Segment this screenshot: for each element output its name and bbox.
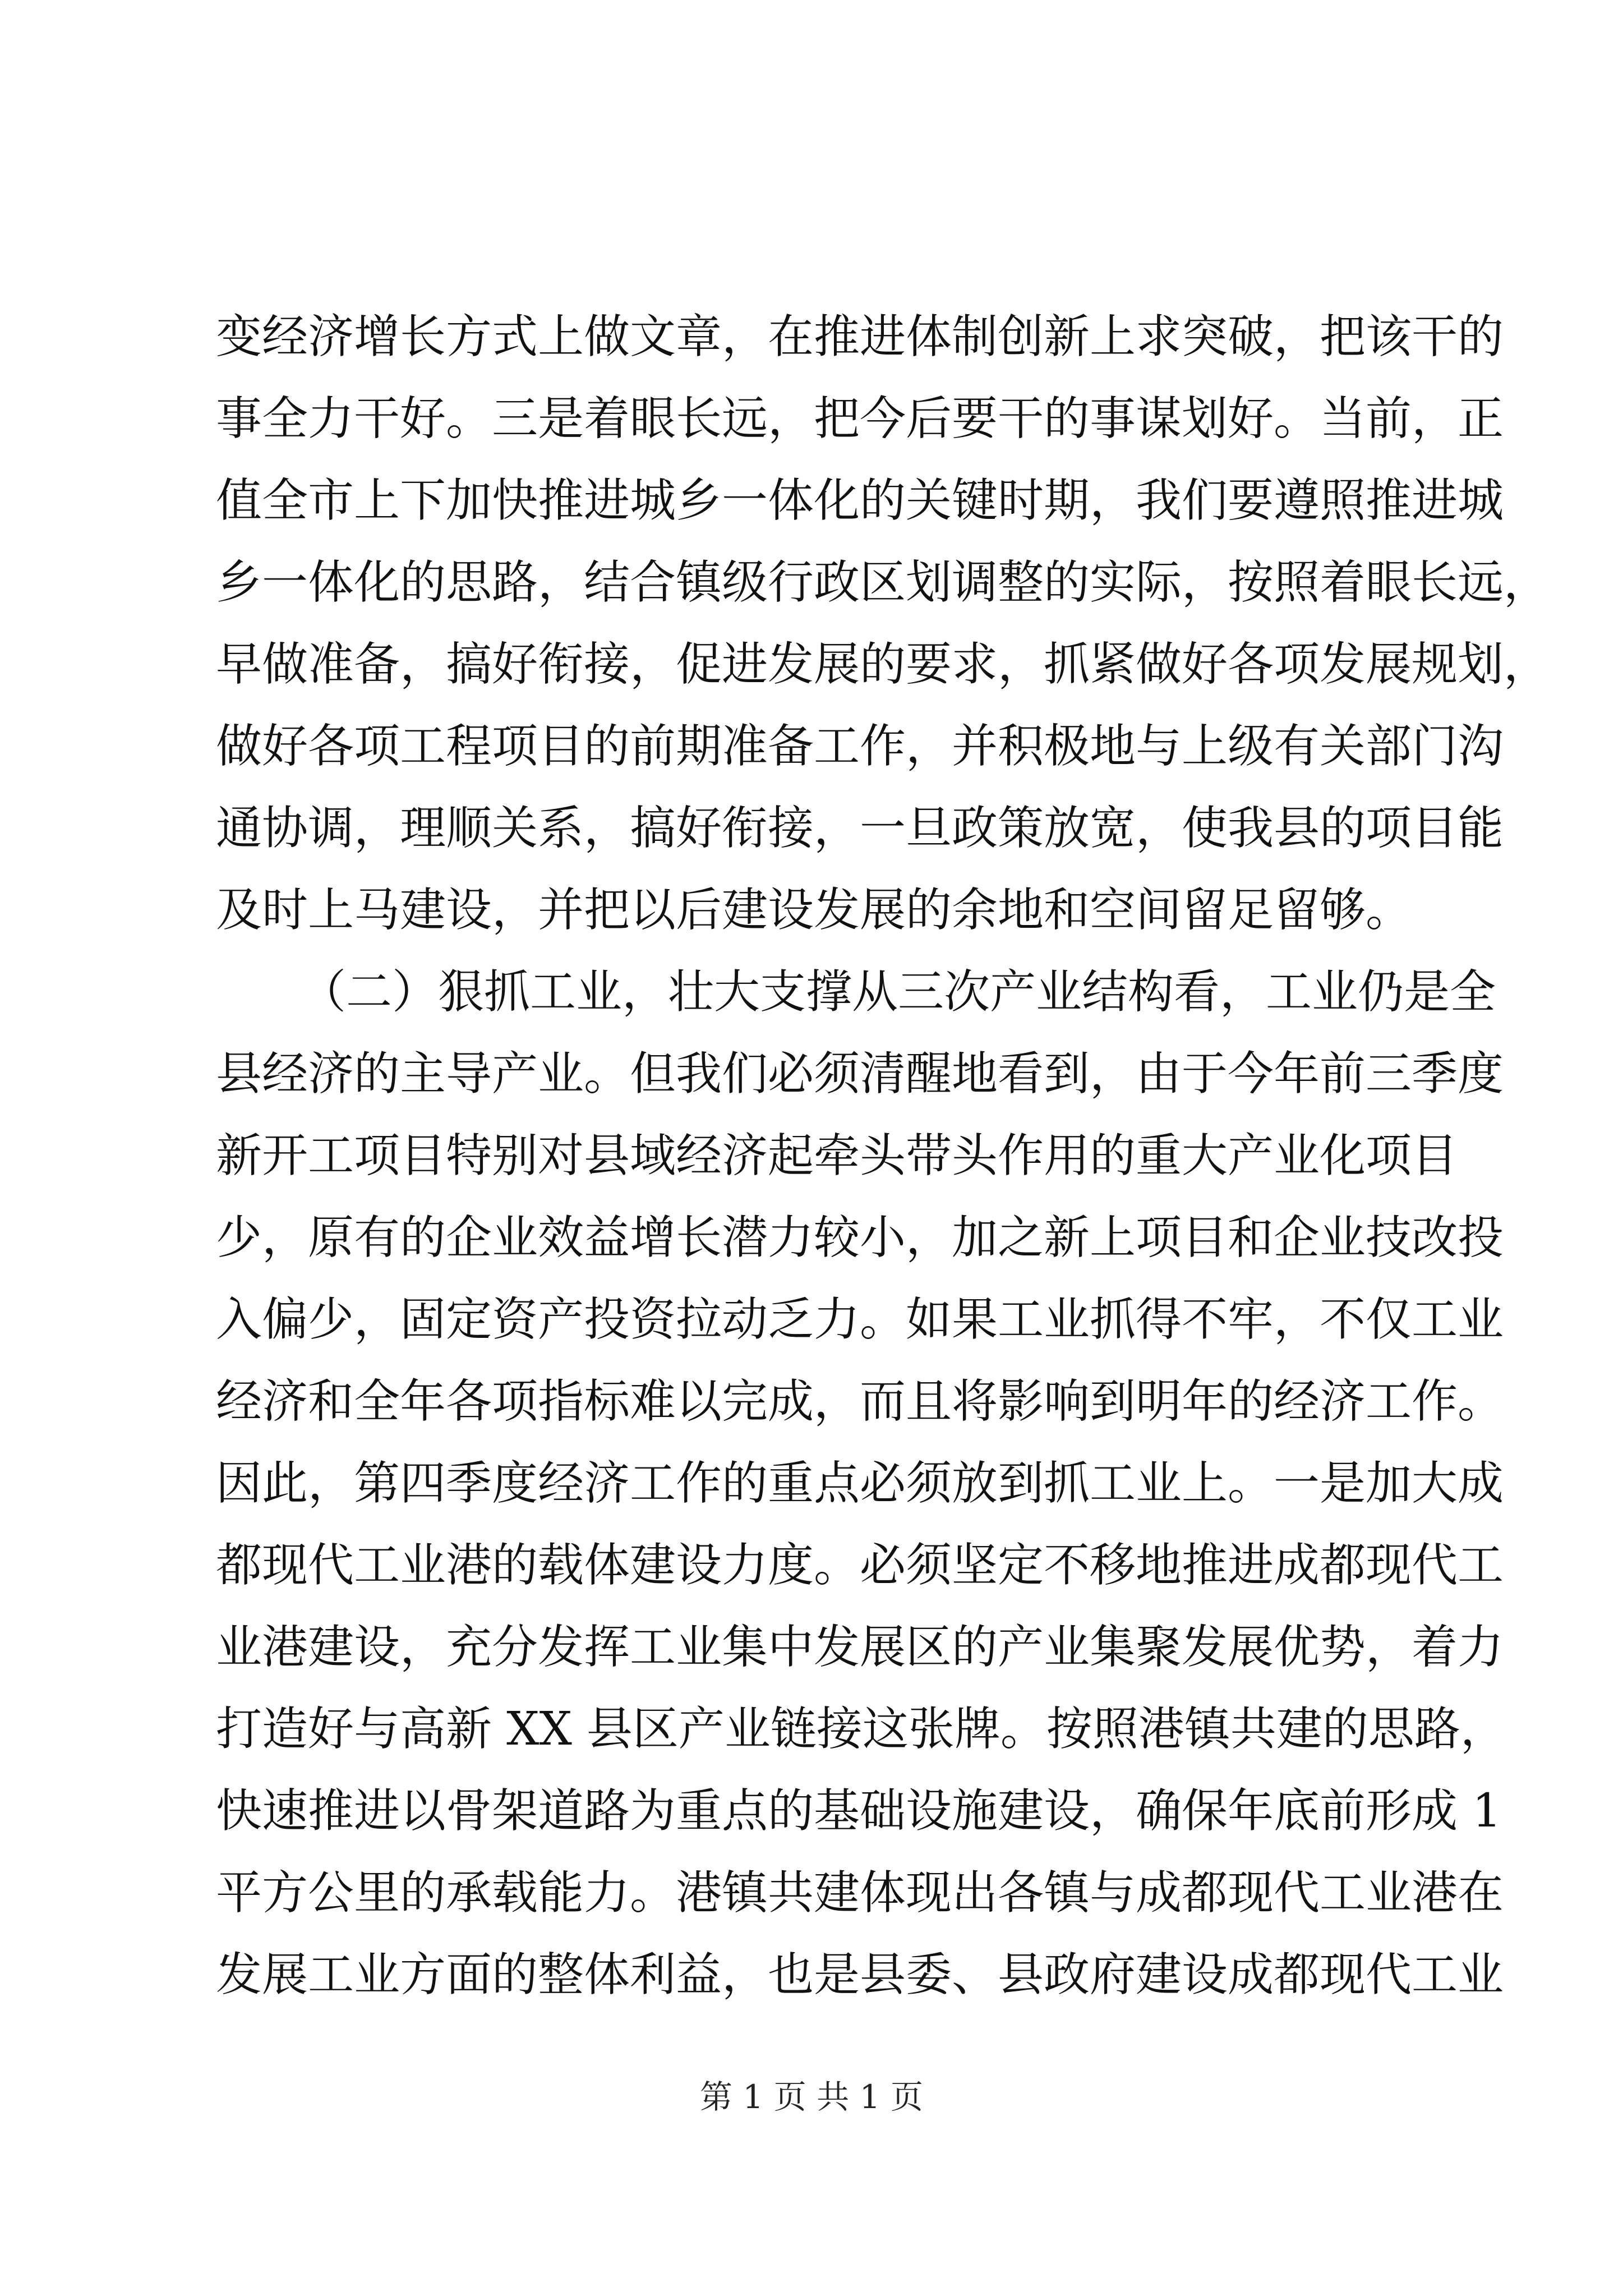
text-line: 做好各项工程项目的前期准备工作，并积极地与上级有关部门沟 bbox=[216, 720, 1504, 773]
page-number-footer: 第 1 页 共 1 页 bbox=[700, 2078, 923, 2116]
text-line: 事全力干好。三是着眼长远，把今后要干的事谋划好。当前，正 bbox=[216, 392, 1504, 445]
text-line: 都现代工业港的载体建设力度。必须坚定不移地推进成都现代工 bbox=[216, 1539, 1504, 1592]
document-body bbox=[216, 296, 1550, 2016]
text-line: 县经济的主导产业。但我们必须清醒地看到，由于今年前三季度 bbox=[216, 1047, 1504, 1101]
text-line: 新开工项目特别对县域经济起牵头带头作用的重大产业化项目 bbox=[216, 1129, 1458, 1182]
text-line: 入偏少，固定资产投资拉动乏力。如果工业抓得不牢，不仅工业 bbox=[216, 1293, 1504, 1346]
text-line: 快速推进以骨架道路为重点的基础设施建设，确保年底前形成 1 bbox=[216, 1784, 1502, 1838]
text-line: 平方公里的承载能力。港镇共建体现出各镇与成都现代工业港在 bbox=[216, 1866, 1504, 1920]
text-line: 值全市上下加快推进城乡一体化的关键时期，我们要遵照推进城 bbox=[216, 474, 1504, 527]
text-line: 经济和全年各项指标难以完成，而且将影响到明年的经济工作。 bbox=[216, 1375, 1504, 1428]
text-line: 业港建设，充分发挥工业集中发展区的产业集聚发展优势，着力 bbox=[216, 1621, 1504, 1674]
text-line: 乡一体化的思路，结合镇级行政区划调整的实际，按照着眼长远， bbox=[216, 556, 1550, 609]
text-line: 变经济增长方式上做文章，在推进体制创新上求突破，把该干的 bbox=[216, 310, 1504, 364]
text-line: 早做准备，搞好衔接，促进发展的要求，抓紧做好各项发展规划， bbox=[216, 638, 1550, 691]
text-line: 少，原有的企业效益增长潜力较小，加之新上项目和企业技改投 bbox=[216, 1211, 1504, 1264]
text-line: 打造好与高新 XX 县区产业链接这张牌。按照港镇共建的思路， bbox=[216, 1703, 1506, 1756]
text-line: 通协调，理顺关系，搞好衔接，一旦政策放宽，使我县的项目能 bbox=[216, 802, 1504, 855]
text-line: 因此，第四季度经济工作的重点必须放到抓工业上。一是加大成 bbox=[216, 1457, 1504, 1510]
text-line: 发展工业方面的整体利益，也是县委、县政府建设成都现代工业 bbox=[216, 1948, 1504, 2001]
paragraph-first-line: （二）狠抓工业，壮大支撑从三次产业结构看，工业仍是全 bbox=[300, 965, 1496, 1019]
text-line: 及时上马建设，并把以后建设发展的余地和空间留足留够。 bbox=[216, 884, 1412, 937]
